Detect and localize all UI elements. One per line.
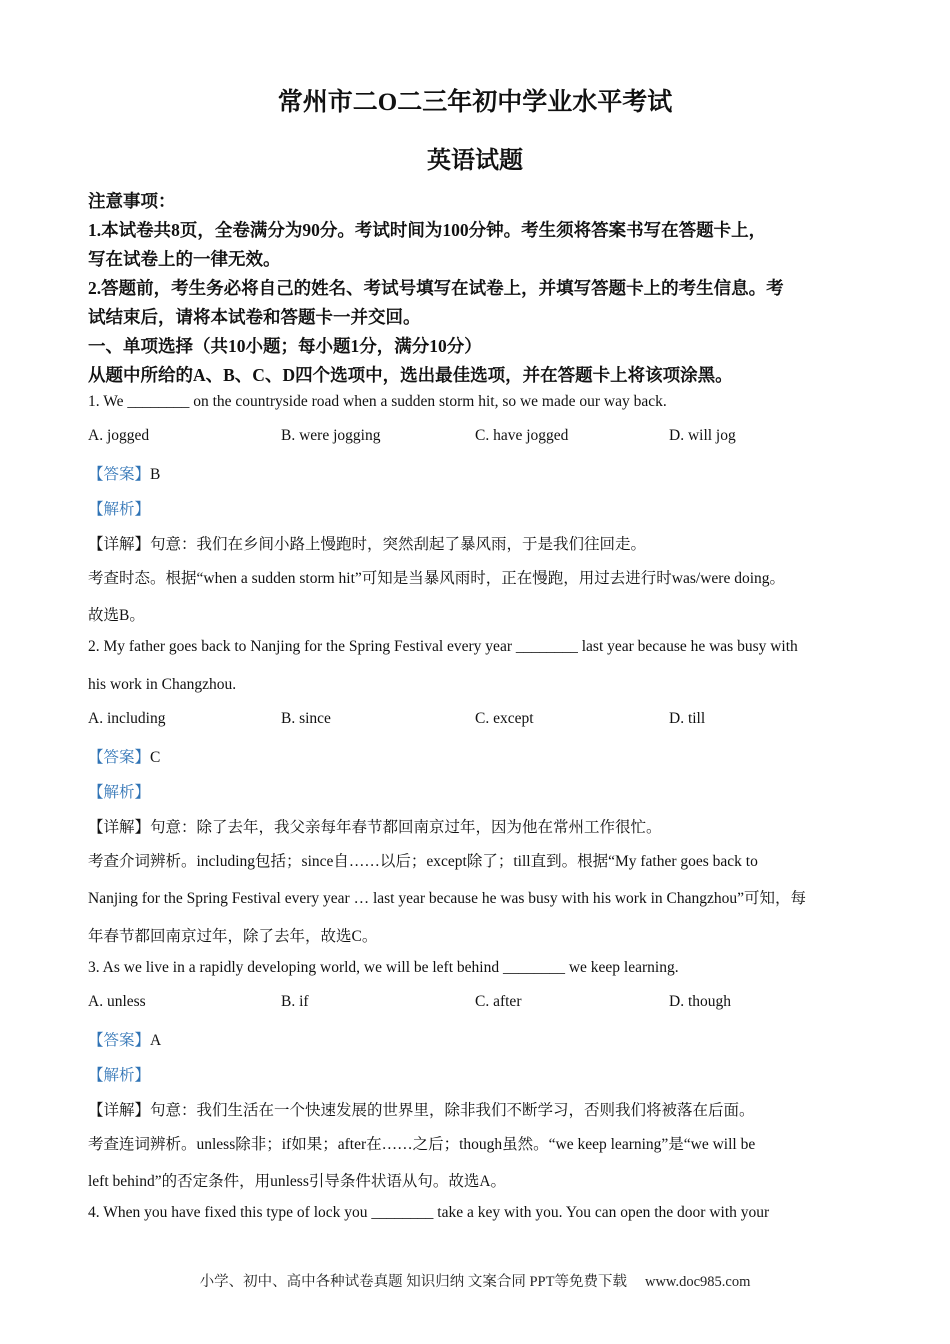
option-c: C. after — [475, 993, 522, 1010]
answer-line — [88, 462, 160, 484]
section-heading: 一、单项选择（共10小题；每小题1分，满分10分） — [88, 336, 482, 356]
explain-line: 考查时态。根据“when a sudden storm hit”可知是当暴风雨时，正在慢跑，用过去进行时was/were doing。 — [88, 570, 786, 587]
option-d: D. will jog — [669, 427, 736, 444]
exam-title: 常州市二O二三年初中学业水平考试 — [277, 89, 673, 116]
question-stem: 2. My father goes back to Nanjing for the Spring Festival every year ________ last year because he was busy with — [88, 638, 798, 655]
detail-text: 句意：我们在乡间小路上慢跑时，突然刮起了暴风雨，于是我们往回走。 — [150, 536, 647, 553]
footer-url[interactable]: www.doc985.com — [644, 1274, 751, 1290]
detail-line — [88, 532, 646, 554]
detail-tag: 【详解】 — [88, 1102, 151, 1119]
explain-line: left behind”的否定条件，用unless引导条件状语从句。故选A。 — [88, 1173, 507, 1190]
option-a: A. including — [88, 710, 166, 727]
option-a: A. unless — [88, 993, 146, 1010]
analysis-tag: 【解析】 — [88, 784, 151, 801]
analysis-tag: 【解析】 — [88, 501, 151, 518]
option-b: B. were jogging — [281, 427, 381, 444]
notice-line: 2.答题前，考生务必将自己的姓名、考试号填写在试卷上，并填写答题卡上的考生信息。考 — [88, 278, 784, 298]
detail-line — [88, 1098, 755, 1120]
option-a: A. jogged — [88, 427, 150, 444]
page-footer — [0, 1270, 950, 1291]
explain-line: Nanjing for the Spring Festival every year … last year because he was busy with his work in Changzhou”可知，每 — [88, 890, 807, 907]
answer-tag: 【答案】 — [88, 749, 151, 766]
footer-text: 小学、初中、高中各种试卷真题 知识归纳 文案合同 PPT等免费下载 — [199, 1274, 627, 1290]
option-c: C. except — [475, 710, 534, 727]
notice-heading: 注意事项： — [88, 191, 176, 211]
option-b: B. if — [281, 993, 309, 1010]
detail-line — [88, 815, 662, 837]
detail-tag: 【详解】 — [88, 536, 151, 553]
explain-line: 考查介词辨析。including包括；since自……以后；except除了；till直到。根据“My father goes back to — [88, 853, 758, 870]
detail-tag: 【详解】 — [88, 819, 151, 836]
option-c: C. have jogged — [475, 427, 569, 444]
answer-tag: 【答案】 — [88, 466, 151, 483]
answer-value: C — [150, 749, 161, 766]
explain-line: 故选B。 — [88, 607, 145, 624]
analysis-tag: 【解析】 — [88, 1067, 151, 1084]
answer-tag: 【答案】 — [88, 1032, 151, 1049]
question-stem: 1. We ________ on the countryside road when a sudden storm hit, so we made our way back. — [88, 393, 667, 410]
option-d: D. though — [669, 993, 731, 1010]
explain-line: 年春节都回南京过年，除了去年，故选C。 — [88, 928, 378, 945]
detail-text: 句意：除了去年，我父亲每年春节都回南京过年，因为他在常州工作很忙。 — [150, 819, 662, 836]
question-stem: 3. As we live in a rapidly developing world, we will be left behind ________ we keep learning. — [88, 959, 679, 976]
notice-line: 1.本试卷共8页，全卷满分为90分。考试时间为100分钟。考生须将答案书写在答题卡上， — [88, 220, 767, 240]
section-instruction: 从题中所给的A、B、C、D四个选项中，选出最佳选项，并在答题卡上将该项涂黑。 — [88, 365, 733, 385]
answer-line — [88, 745, 160, 767]
question-stem: his work in Changzhou. — [88, 676, 237, 693]
exam-subtitle: 英语试题 — [427, 148, 523, 174]
answer-value: B — [150, 466, 161, 483]
question-stem: 4. When you have fixed this type of lock you ________ take a key with you. You can open the door with your — [88, 1204, 770, 1221]
answer-line — [88, 1028, 161, 1050]
notice-line: 写在试卷上的一律无效。 — [88, 249, 281, 269]
notice-line: 试结束后，请将本试卷和答题卡一并交回。 — [88, 307, 421, 327]
explain-line: 考查连词辨析。unless除非；if如果；after在……之后；though虽然。“we keep learning”是“we will be — [88, 1136, 756, 1153]
answer-value: A — [150, 1032, 162, 1049]
option-b: B. since — [281, 710, 331, 727]
detail-text: 句意：我们生活在一个快速发展的世界里，除非我们不断学习，否则我们将被落在后面。 — [150, 1102, 755, 1119]
option-d: D. till — [669, 710, 706, 727]
